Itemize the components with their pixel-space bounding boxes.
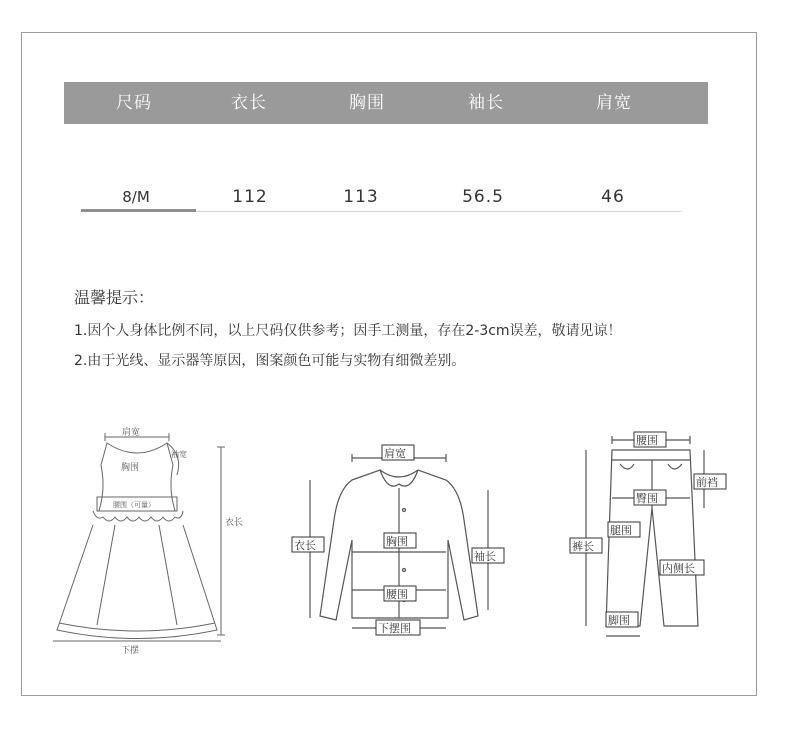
header-shoulder: 肩宽 [596,93,632,113]
pants-label-leg-opening: 脚围 [608,614,630,627]
cell-sleeve: 56.5 [462,187,504,207]
header-length: 衣长 [231,93,267,113]
dress-label-sleeve: 袖宽 [171,450,187,459]
tip-line-1: 1.因个人身体比例不同，以上尺码仅供参考；因手工测量，存在2-3cm误差，敬请见谅！ [74,323,622,339]
pants-label-rise: 前裆 [696,476,718,489]
dress-label-shoulder: 肩宽 [122,428,141,438]
dress-label-waist: 腰围（可量） [113,501,155,509]
tips-title: 温馨提示： [74,288,155,307]
cell-shoulder: 46 [601,187,625,207]
pants-label-length: 裤长 [572,540,594,553]
shirt-label-waist: 腰围 [386,588,408,601]
pants-label-inseam: 内侧长 [662,562,695,575]
cell-bust: 113 [343,187,379,207]
header-bust: 胸围 [349,93,385,113]
tip-line-2: 2.由于光线、显示器等原因，图案颜色可能与实物有细微差别。 [74,353,466,369]
shirt-diagram [288,440,508,640]
pants-label-waist: 腰围 [636,434,658,447]
shirt-label-bust: 胸围 [386,535,408,548]
pants-label-thigh: 腿围 [610,524,632,537]
header-sleeve: 袖长 [468,93,504,113]
cell-size: 8/M [122,188,150,206]
dress-diagram [45,425,245,655]
pants-diagram [568,430,728,650]
shirt-label-sleeve: 袖长 [474,550,496,563]
size-table-header [64,82,708,124]
pants-label-hip: 臀围 [636,492,658,505]
dress-label-bust: 胸围 [121,463,140,473]
shirt-label-hem: 下摆围 [378,622,411,635]
row-accent-divider [81,209,196,212]
shirt-label-shoulder: 肩宽 [384,447,406,460]
cell-length: 112 [232,187,268,207]
dress-label-length: 衣长 [225,518,244,528]
dress-label-hem: 下摆 [121,646,140,655]
shirt-label-length: 衣长 [294,539,316,552]
header-size: 尺码 [116,93,152,113]
